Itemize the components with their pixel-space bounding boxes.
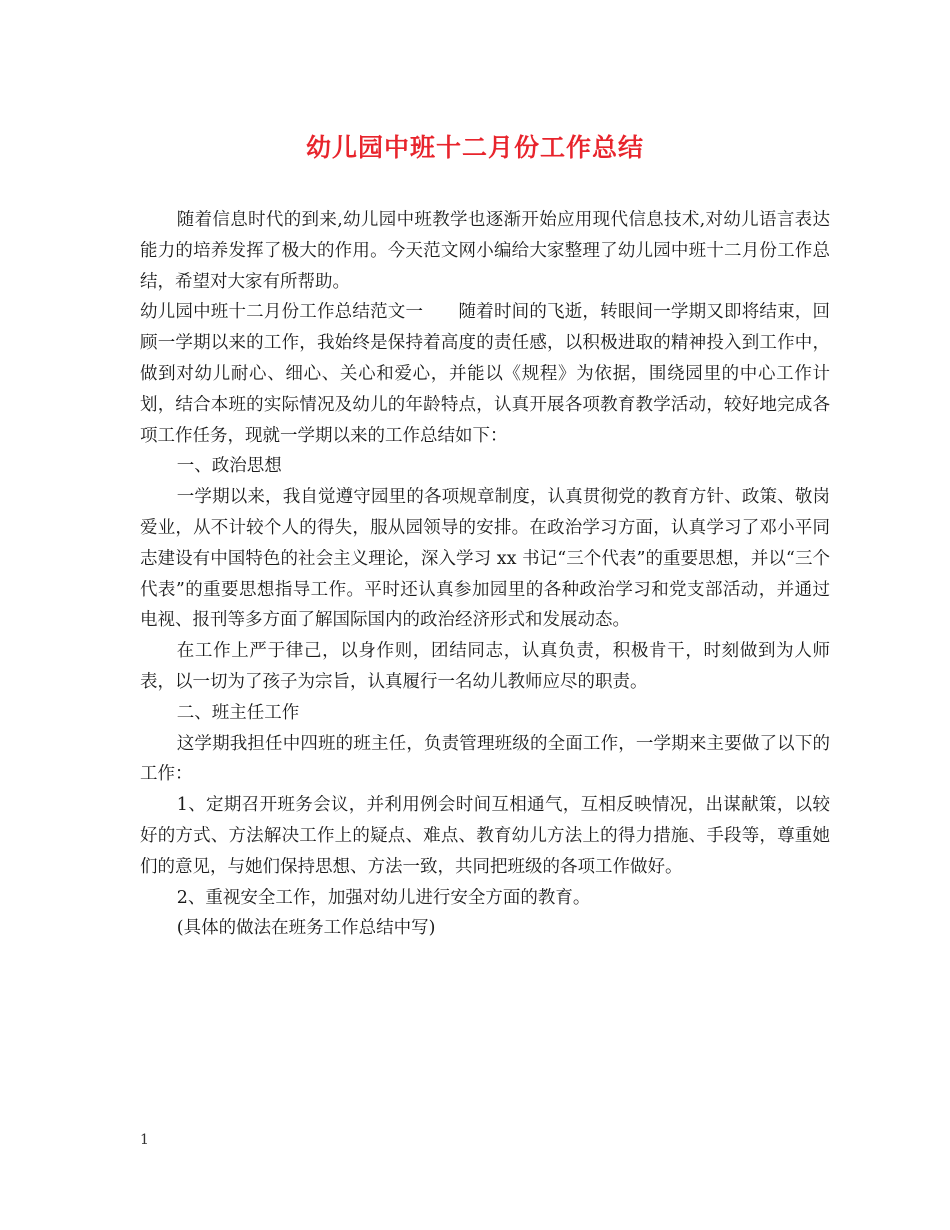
paragraph-note: (具体的做法在班务工作总结中写)	[176, 918, 436, 939]
document-body	[140, 205, 830, 944]
section-heading-politics: 一、政治思想	[176, 456, 282, 477]
paragraph-item-1: 1、定期召开班务会议，并利用例会时间互相通气，互相反映情况，出谋献策，以较好的方式、方法解决工作上的疑点、难点、教育幼儿方法上的得力措施、手段等，尊重她们的意见，与她们保持思想、方法一致，共同把班级的各项工作做好。	[140, 795, 830, 877]
section-heading-class-teacher: 二、班主任工作	[176, 702, 300, 723]
paragraph-intro: 随着信息时代的到来,幼儿园中班教学也逐渐开始应用现代信息技术,对幼儿语言表达能力的培养发挥了极大的作用。今天范文网小编给大家整理了幼儿园中班十二月份工作总结，希望对大家有所帮助。	[140, 210, 830, 292]
page-number: 1	[140, 1132, 149, 1148]
paragraph-sample-one: 幼儿园中班十二月份工作总结范文一 随着时间的飞逝，转眼间一学期又即将结束，回顾一学期以来的工作，我始终是保持着高度的责任感，以积极进取的精神投入到工作中，做到对幼儿耐心、细心、关心和爱心，并能以《规程》为依据，围绕园里的中心工作计划，结合本班的实际情况及幼儿的年龄特点，认真开展各项教育教学活动，较好地完成各项工作任务，现就一学期以来的工作总结如下：	[140, 302, 830, 446]
paragraph-work-attitude: 在工作上严于律己，以身作则，团结同志，认真负责，积极肯干，时刻做到为人师表，以一切为了孩子为宗旨，认真履行一名幼儿教师应尽的职责。	[140, 641, 830, 692]
document-title: 幼儿园中班十二月份工作总结	[305, 133, 644, 162]
paragraph-politics: 一学期以来，我自觉遵守园里的各项规章制度，认真贯彻党的教育方针、政策、敬岗爱业，从不计较个人的得失，服从园领导的安排。在政治学习方面，认真学习了邓小平同志建设有中国特色的社会主义理论，深入学习 xx 书记“三个代表”的重要思想，并以“三个代表”的重要思想指导工作。平时还认真参加园里的各种政治学习和党支部活动，并通过电视、报刊等多方面了解国际国内的政治经济形式和发展动态。	[140, 487, 830, 631]
paragraph-item-2: 2、重视安全工作，加强对幼儿进行安全方面的教育。	[176, 887, 591, 908]
paragraph-class-teacher: 这学期我担任中四班的班主任，负责管理班级的全面工作，一学期来主要做了以下的工作：	[140, 733, 830, 785]
